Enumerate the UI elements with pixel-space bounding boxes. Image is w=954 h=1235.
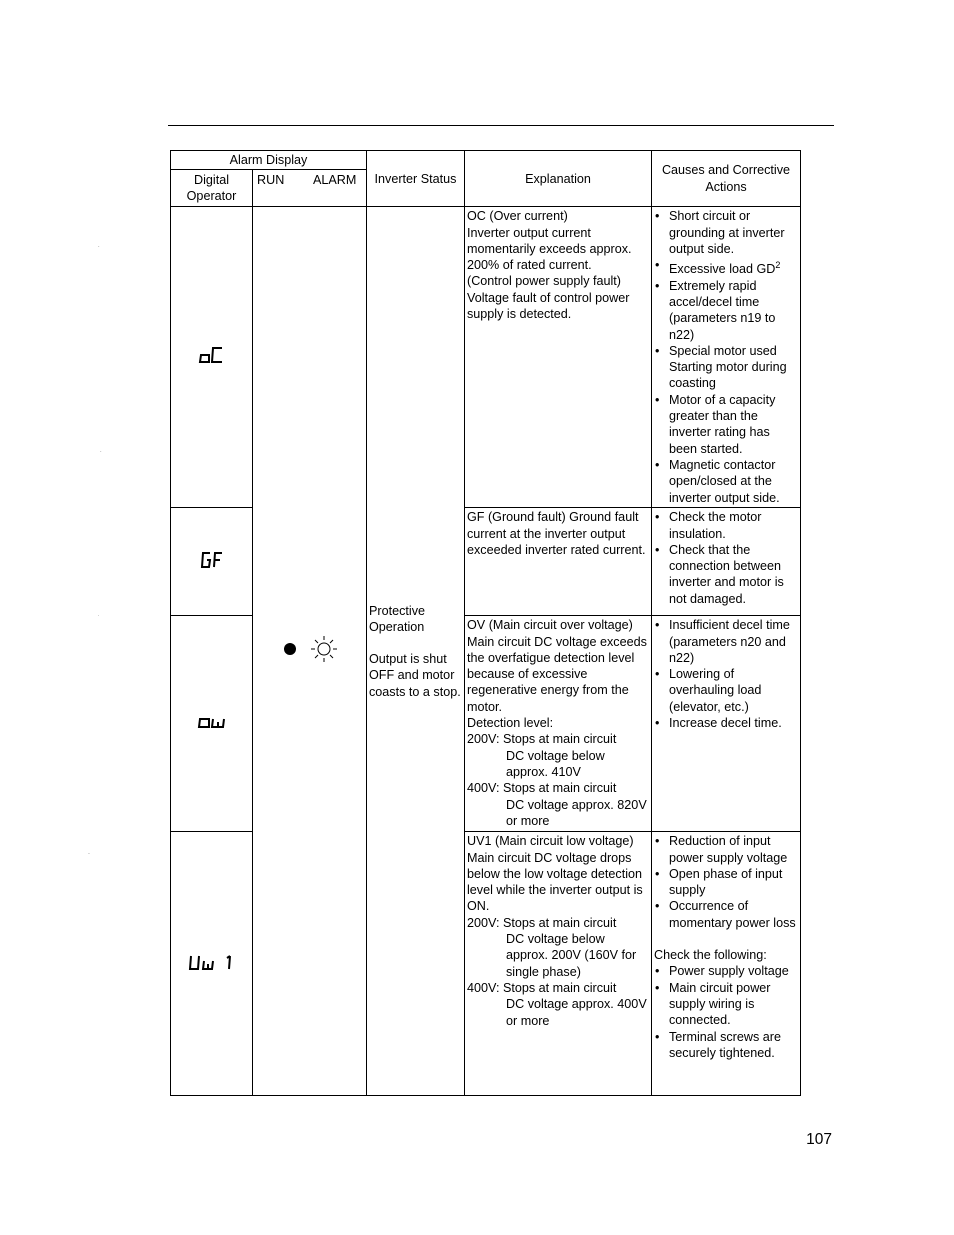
explanation-line: UV1 (Main circuit low voltage) Main circuit DC voltage drops below the low voltage detection level while the inverter output is ON. [467, 834, 643, 914]
corrective-item: • Increase decel time. [654, 715, 798, 731]
blinking-sun-icon [311, 636, 337, 662]
explanation-line: GF (Ground fault) Ground fault current at the inverter output exceeded inverter rated current. [467, 510, 646, 557]
status-protective: Protective Operation [369, 603, 425, 634]
seven-segment-uv1 [87, 853, 236, 970]
cause-item: • Motor of a capacity greater than the inverter rating has been started. [654, 392, 798, 457]
header-run: RUN [257, 173, 285, 188]
digital-operator-display [97, 615, 253, 832]
header-alarm: ALARM [313, 173, 357, 188]
detection-level-detail: DC voltage below approx. 200V (160V for single phase) [506, 932, 637, 979]
explanation-line: Inverter output current momentarily exceeds approx. 200% of rated current. [467, 225, 632, 273]
detection-level-label: 200V: Stops at main circuit [467, 915, 617, 930]
inverter-status-cell [367, 207, 465, 1096]
causes-cell [652, 616, 801, 832]
cause-item: • Check the motor insulation. [654, 509, 798, 542]
detection-level-detail: DC voltage approx. 820V or more [506, 797, 647, 828]
cause-item: • Magnetic contactor open/closed at the inverter output side. [654, 457, 798, 506]
detection-level-detail: DC voltage approx. 400V or more [506, 997, 647, 1028]
cause-item: • Reduction of input power supply voltage [654, 833, 798, 866]
digital-operator-display [87, 832, 253, 1096]
explanation-line: Detection level: [467, 716, 554, 731]
cause-item: • Short circuit or grounding at inverter output side. [654, 208, 798, 257]
explanation-cell [465, 508, 652, 616]
explanation-line: OC (Over current) [467, 209, 568, 224]
cause-item: • Occurrence of momentary power loss [654, 898, 798, 931]
causes-cell [652, 832, 801, 1096]
header-digital-operator: Digital Operator [171, 170, 253, 207]
digital-operator-display [99, 451, 253, 616]
detection-level-label: 400V: Stops at main circuit [467, 781, 617, 796]
header-inverter-status: Inverter Status [367, 151, 465, 207]
page-number: 107 [806, 1131, 832, 1148]
cause-item: • Check that the connection between inverter and motor is not damaged. [654, 542, 798, 607]
cause-item: • Extremely rapid accel/decel time (parameters n19 to n22) [654, 278, 798, 343]
svg-text:oC: oC [97, 247, 99, 249]
header-run-alarm [253, 170, 367, 207]
check-item: • Power supply voltage [654, 963, 798, 979]
explanation-line: Voltage fault of control power supply is detected. [467, 290, 630, 322]
cause-item: • Lowering of overhauling load (elevator, etc.) [654, 666, 798, 715]
detection-level-detail: DC voltage below approx. 410V [506, 748, 605, 779]
top-rule [168, 125, 834, 126]
detection-level-label: 400V: Stops at main circuit [467, 980, 617, 995]
svg-text:GF: GF [99, 451, 101, 453]
explanation-cell [465, 207, 652, 508]
explanation-cell [465, 616, 652, 832]
check-heading: Check the following: [654, 948, 767, 963]
seven-segment-gf [99, 451, 224, 568]
seven-segment-ov [97, 615, 226, 728]
causes-cell [652, 207, 801, 508]
status-output-shut: Output is shut OFF and motor coasts to a stop. [369, 652, 461, 699]
digital-operator-display [97, 207, 253, 508]
detection-level-label: 200V: Stops at main circuit [467, 732, 617, 747]
cause-item: • Special motor used Starting motor during coasting [654, 343, 798, 392]
svg-text:ov: ov [97, 615, 99, 617]
causes-cell [652, 508, 801, 616]
seven-segment-oc [97, 247, 226, 363]
filled-circle-icon [284, 643, 296, 655]
explanation-line: (Control power supply fault) [467, 274, 621, 289]
svg-text:Uv1: Uv1 [87, 853, 90, 855]
cause-item: • Insufficient decel time (parameters n20 and n22) [654, 617, 798, 666]
header-alarm-display: Alarm Display [171, 151, 367, 170]
cause-text: Excessive load GD [669, 262, 776, 277]
table-row [171, 207, 801, 508]
explanation-line: OV (Main circuit over voltage) Main circuit DC voltage exceeds the overfatigue detection level because of excessive regenerative energy from the motor. [467, 618, 647, 714]
cause-item: • Open phase of input supply [654, 866, 798, 899]
header-explanation: Explanation [465, 151, 652, 207]
check-item: • Terminal screws are securely tightened. [654, 1029, 798, 1062]
alarm-table [87, 150, 801, 1096]
run-alarm-lamps [280, 634, 340, 664]
check-item: • Main circuit power supply wiring is connected. [654, 980, 798, 1029]
lamp-cell [253, 207, 367, 1096]
superscript: 2 [775, 260, 781, 271]
cause-item [654, 257, 798, 277]
header-causes: Causes and Corrective Actions [652, 151, 801, 207]
explanation-cell [465, 832, 652, 1096]
